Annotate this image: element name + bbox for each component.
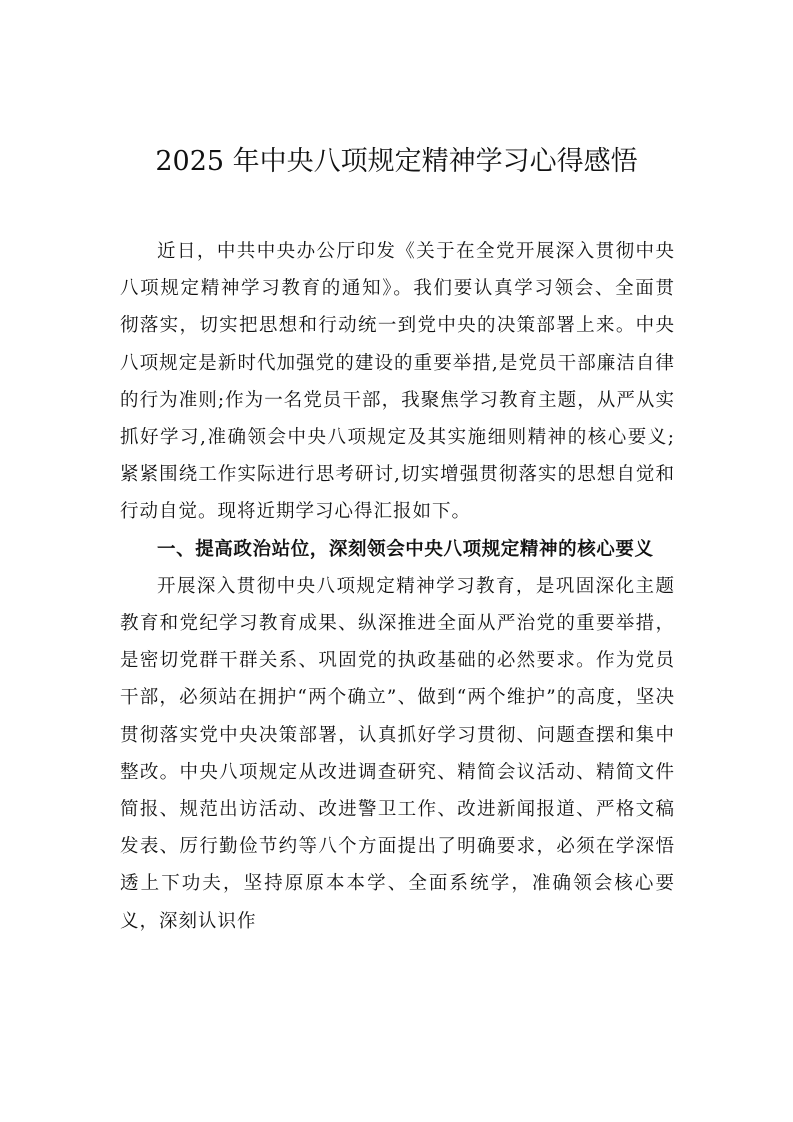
intro-paragraph: 近日，中共中央办公厅印发《关于在全党开展深入贯彻中央八项规定精神学习教育的通知》。我们要认真学习领会、全面贯彻落实，切实把思想和行动统一到党中央的决策部署上来。中央八项规定是新时代加强党的建设的重要举措,是党员干部廉洁自律的行为准则;作为一名党员干部，我聚焦学习教育主题，从严从实抓好学习,准确领会中央八项规定及其实施细则精神的核心要义;紧紧围绕工作实际进行思考研讨,切实增强贯彻落实的思想自觉和行动自觉。现将近期学习心得汇报如下。 [120,241,675,523]
document-body [120,233,675,940]
section-heading: 一、提高政治站位，深刻领会中央八项规定精神的核心要义 [157,538,654,560]
document-title: 2025 年中央八项规定精神学习心得感悟 [155,146,638,177]
section-paragraph: 开展深入贯彻中央八项规定精神学习教育，是巩固深化主题教育和党纪学习教育成果、纵深推进全面从严治党的重要举措，是密切党群干群关系、巩固党的执政基础的必然要求。作为党员干部，必须站在拥护“两个确立”、做到“两个维护”的高度，坚决贯彻落实党中央决策部署，认真抓好学习贯彻、问题查摆和集中整改。中央八项规定从改进调查研究、精简会议活动、精简文件简报、规范出访活动、改进警卫工作、改进新闻报道、严格文稿发表、厉行勤俭节约等八个方面提出了明确要求，必须在学深悟透上下功夫，坚持原原本本学、全面系统学，准确领会核心要义，深刻认识作 [120,575,675,932]
